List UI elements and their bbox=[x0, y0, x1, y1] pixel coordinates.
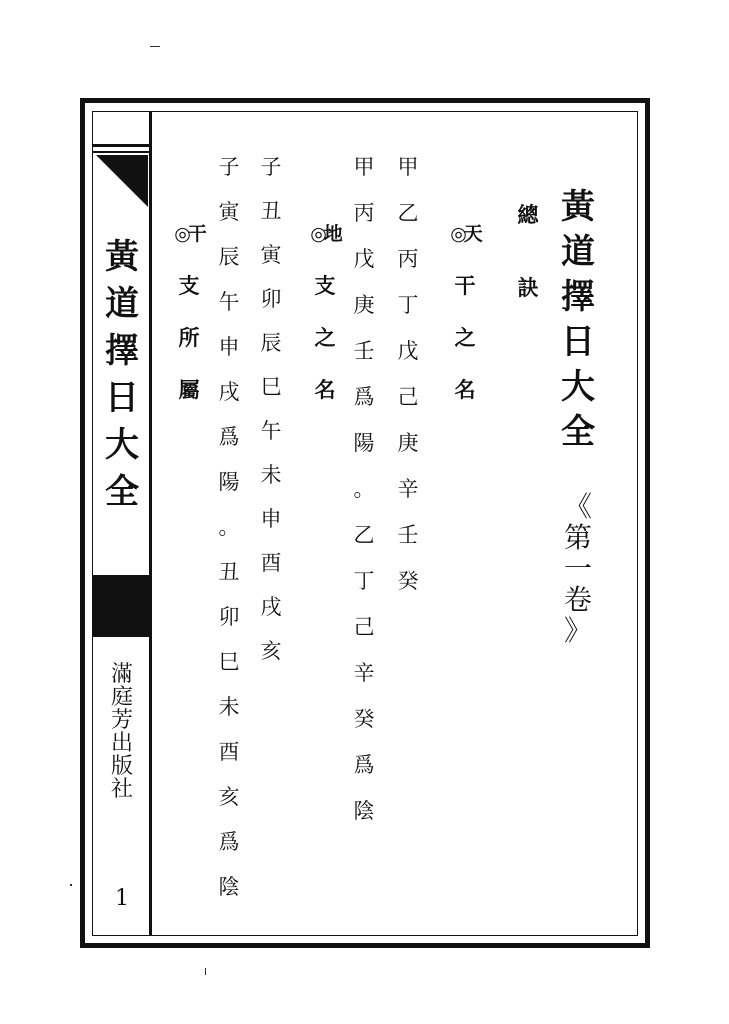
text-glyph: 戌 bbox=[218, 380, 240, 404]
text-glyph: 道 bbox=[105, 284, 139, 324]
text-glyph: 擇 bbox=[105, 331, 139, 371]
text-glyph: 爲 bbox=[218, 830, 240, 854]
text-glyph: 之 bbox=[314, 325, 336, 350]
text-column-stems-list bbox=[390, 157, 426, 592]
text-glyph: 全 bbox=[105, 472, 139, 512]
text-glyph: 乙 bbox=[353, 523, 375, 547]
text-glyph: 屬 bbox=[178, 377, 200, 402]
black-band-ornament bbox=[92, 575, 152, 637]
scan-speck bbox=[150, 46, 160, 47]
text-glyph: 酉 bbox=[218, 740, 240, 764]
volume-mark bbox=[553, 490, 603, 647]
text-glyph: 爲 bbox=[353, 385, 375, 409]
text-glyph: 辰 bbox=[218, 245, 240, 269]
text-glyph: 辛 bbox=[397, 477, 419, 501]
text-glyph: 支 bbox=[314, 273, 336, 298]
text-glyph: 干 bbox=[454, 273, 476, 298]
text-glyph: 黃 bbox=[105, 237, 139, 277]
text-glyph: 日 bbox=[105, 378, 139, 418]
text-glyph: 巳 bbox=[260, 375, 282, 399]
text-glyph: 卯 bbox=[218, 605, 240, 629]
text-glyph: 戌 bbox=[260, 595, 282, 619]
text-glyph: 》 bbox=[563, 614, 592, 647]
text-glyph: 大 bbox=[561, 367, 595, 407]
publisher-name bbox=[93, 664, 151, 801]
text-glyph: 日 bbox=[561, 322, 595, 362]
scan-speck bbox=[205, 968, 206, 975]
text-glyph: 壬 bbox=[397, 523, 419, 547]
text-glyph: 版 bbox=[110, 754, 133, 779]
text-glyph: 庭 bbox=[110, 685, 133, 710]
text-glyph: 壬 bbox=[353, 339, 375, 363]
text-glyph: 一 bbox=[563, 552, 592, 585]
text-glyph: 甲 bbox=[397, 155, 419, 179]
text-glyph: 總 bbox=[517, 202, 539, 227]
text-glyph: 芳 bbox=[110, 708, 133, 733]
text-glyph: 寅 bbox=[260, 243, 282, 267]
text-glyph: 巳 bbox=[218, 650, 240, 674]
text-glyph: 陰 bbox=[353, 799, 375, 823]
text-glyph: 乙 bbox=[397, 201, 419, 225]
text-glyph: 之 bbox=[454, 325, 476, 350]
text-glyph: 。 bbox=[218, 515, 240, 539]
text-glyph: 午 bbox=[218, 290, 240, 314]
text-glyph: 丁 bbox=[353, 569, 375, 593]
text-glyph: 庚 bbox=[397, 431, 419, 455]
text-glyph: 名 bbox=[454, 377, 476, 402]
text-glyph: 亥 bbox=[218, 785, 240, 809]
text-glyph: 庚 bbox=[353, 293, 375, 317]
panel-thin-rule bbox=[92, 151, 152, 153]
text-glyph: 己 bbox=[397, 385, 419, 409]
text-glyph: 所 bbox=[178, 325, 200, 350]
corner-triangle-ornament bbox=[96, 155, 148, 207]
page-number: 1 bbox=[115, 886, 129, 911]
text-glyph: 戊 bbox=[353, 247, 375, 271]
text-column-branches-yin-yang bbox=[211, 157, 247, 898]
text-glyph: 癸 bbox=[353, 707, 375, 731]
text-glyph: 訣 bbox=[517, 275, 539, 300]
text-glyph: 癸 bbox=[397, 569, 419, 593]
text-glyph: ◎天 bbox=[450, 223, 480, 245]
text-glyph: 未 bbox=[260, 463, 282, 487]
text-glyph: 社 bbox=[110, 777, 133, 802]
subheading-heavenly-stems bbox=[447, 225, 483, 400]
text-glyph: ◎地 bbox=[310, 223, 340, 245]
text-glyph: 陽 bbox=[218, 470, 240, 494]
text-glyph: 陽 bbox=[353, 431, 375, 455]
text-glyph: 爲 bbox=[218, 425, 240, 449]
text-glyph: 第 bbox=[563, 521, 592, 554]
text-glyph: 申 bbox=[260, 507, 282, 531]
text-glyph: 全 bbox=[561, 412, 595, 452]
text-column-branches-list bbox=[253, 157, 289, 662]
scan-speck bbox=[70, 884, 72, 886]
text-glyph: 支 bbox=[178, 273, 200, 298]
text-glyph: 大 bbox=[105, 425, 139, 465]
text-glyph: 子 bbox=[260, 155, 282, 179]
text-glyph: 子 bbox=[218, 155, 240, 179]
panel-top-rule bbox=[92, 144, 152, 147]
subheading-earthly-branches bbox=[307, 225, 343, 400]
text-glyph: 丑 bbox=[260, 199, 282, 223]
text-glyph: 卯 bbox=[260, 287, 282, 311]
text-glyph: 《 bbox=[563, 490, 592, 523]
text-glyph: 未 bbox=[218, 695, 240, 719]
section-heading bbox=[510, 204, 546, 298]
text-glyph: 己 bbox=[353, 615, 375, 639]
text-column-stems-yin-yang bbox=[346, 157, 382, 822]
text-glyph: 丑 bbox=[218, 560, 240, 584]
text-glyph: 。 bbox=[353, 477, 375, 501]
text-glyph: 丁 bbox=[397, 293, 419, 317]
text-glyph: 丙 bbox=[397, 247, 419, 271]
text-glyph: 甲 bbox=[353, 155, 375, 179]
text-glyph: 卷 bbox=[563, 583, 592, 616]
text-glyph: 辛 bbox=[353, 661, 375, 685]
text-glyph: 酉 bbox=[260, 551, 282, 575]
text-glyph: 辰 bbox=[260, 331, 282, 355]
text-glyph: 道 bbox=[561, 232, 595, 272]
side-panel bbox=[92, 111, 152, 936]
text-glyph: 出 bbox=[110, 731, 133, 756]
text-glyph: 擇 bbox=[561, 277, 595, 317]
text-glyph: 名 bbox=[314, 377, 336, 402]
text-glyph: 爲 bbox=[353, 753, 375, 777]
text-glyph: 陰 bbox=[218, 875, 240, 899]
text-glyph: 午 bbox=[260, 419, 282, 443]
side-title bbox=[93, 237, 151, 512]
text-glyph: 滿 bbox=[110, 662, 133, 687]
subheading-stem-branch-attributes bbox=[171, 225, 207, 400]
text-glyph: 黃 bbox=[561, 187, 595, 227]
text-glyph: 寅 bbox=[218, 200, 240, 224]
main-title bbox=[553, 187, 603, 452]
text-glyph: 亥 bbox=[260, 639, 282, 663]
text-glyph: 丙 bbox=[353, 201, 375, 225]
text-glyph: 戊 bbox=[397, 339, 419, 363]
text-glyph: 申 bbox=[218, 335, 240, 359]
text-glyph: ◎干 bbox=[174, 223, 204, 245]
